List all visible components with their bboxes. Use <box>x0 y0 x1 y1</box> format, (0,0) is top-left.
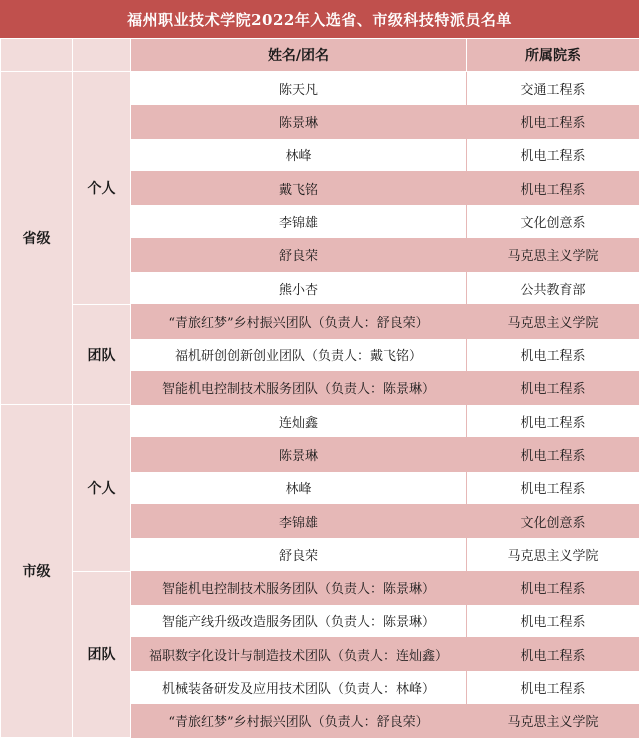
dept-cell: 文化创意系 <box>467 205 639 238</box>
table-title: 福州职业技术学院2022年入选省、市级科技特派员名单 <box>0 0 639 39</box>
kind-cell: 团队 <box>73 571 131 738</box>
name-cell: 熊小杏 <box>131 271 467 304</box>
header-blank-kind <box>73 39 131 72</box>
table-row <box>1 405 639 438</box>
header-blank-level <box>1 39 73 72</box>
roster-table <box>0 38 639 738</box>
dept-cell: 机电工程系 <box>467 604 639 637</box>
name-cell: 智能机电控制技术服务团队（负责人：陈景琳） <box>131 571 467 604</box>
name-cell: 陈景琳 <box>131 438 467 471</box>
name-cell: 福机研创创新创业团队（负责人：戴飞铭） <box>131 338 467 371</box>
kind-cell: 个人 <box>73 405 131 571</box>
dept-cell: 机电工程系 <box>467 638 639 671</box>
name-cell: 智能产线升级改造服务团队（负责人：陈景琳） <box>131 604 467 637</box>
dept-cell: 马克思主义学院 <box>467 305 639 338</box>
name-cell: 舒良荣 <box>131 538 467 571</box>
dept-cell: 机电工程系 <box>467 438 639 471</box>
header-row <box>1 39 639 72</box>
name-cell: 李锦雄 <box>131 504 467 537</box>
dept-cell: 交通工程系 <box>467 72 639 105</box>
name-cell: 福职数字化设计与制造技术团队（负责人：连灿鑫） <box>131 638 467 671</box>
name-cell: “青旅红梦”乡村振兴团队（负责人：舒良荣） <box>131 704 467 737</box>
roster-body <box>1 39 639 738</box>
name-cell: 机械装备研发及应用技术团队（负责人：林峰） <box>131 671 467 704</box>
table-row <box>1 305 639 338</box>
name-cell: 陈天凡 <box>131 72 467 105</box>
dept-cell: 机电工程系 <box>467 105 639 138</box>
dept-cell: 机电工程系 <box>467 172 639 205</box>
dept-cell: 机电工程系 <box>467 371 639 404</box>
table-row <box>1 72 639 105</box>
dept-cell: 马克思主义学院 <box>467 538 639 571</box>
dept-cell: 马克思主义学院 <box>467 704 639 737</box>
header-dept: 所属院系 <box>467 39 639 72</box>
kind-cell: 团队 <box>73 305 131 405</box>
name-cell: 戴飞铭 <box>131 172 467 205</box>
dept-cell: 机电工程系 <box>467 671 639 704</box>
level-cell: 省级 <box>1 72 73 405</box>
dept-cell: 马克思主义学院 <box>467 238 639 271</box>
table-row <box>1 571 639 604</box>
dept-cell: 文化创意系 <box>467 504 639 537</box>
name-cell: 林峰 <box>131 138 467 171</box>
name-cell: 陈景琳 <box>131 105 467 138</box>
name-cell: “青旅红梦”乡村振兴团队（负责人：舒良荣） <box>131 305 467 338</box>
name-cell: 连灿鑫 <box>131 405 467 438</box>
level-cell: 市级 <box>1 405 73 738</box>
dept-cell: 机电工程系 <box>467 471 639 504</box>
dept-cell: 机电工程系 <box>467 571 639 604</box>
dept-cell: 机电工程系 <box>467 138 639 171</box>
header-name: 姓名/团名 <box>131 39 467 72</box>
kind-cell: 个人 <box>73 72 131 305</box>
dept-cell: 公共教育部 <box>467 271 639 304</box>
name-cell: 智能机电控制技术服务团队（负责人：陈景琳） <box>131 371 467 404</box>
name-cell: 李锦雄 <box>131 205 467 238</box>
name-cell: 舒良荣 <box>131 238 467 271</box>
dept-cell: 机电工程系 <box>467 338 639 371</box>
dept-cell: 机电工程系 <box>467 405 639 438</box>
name-cell: 林峰 <box>131 471 467 504</box>
